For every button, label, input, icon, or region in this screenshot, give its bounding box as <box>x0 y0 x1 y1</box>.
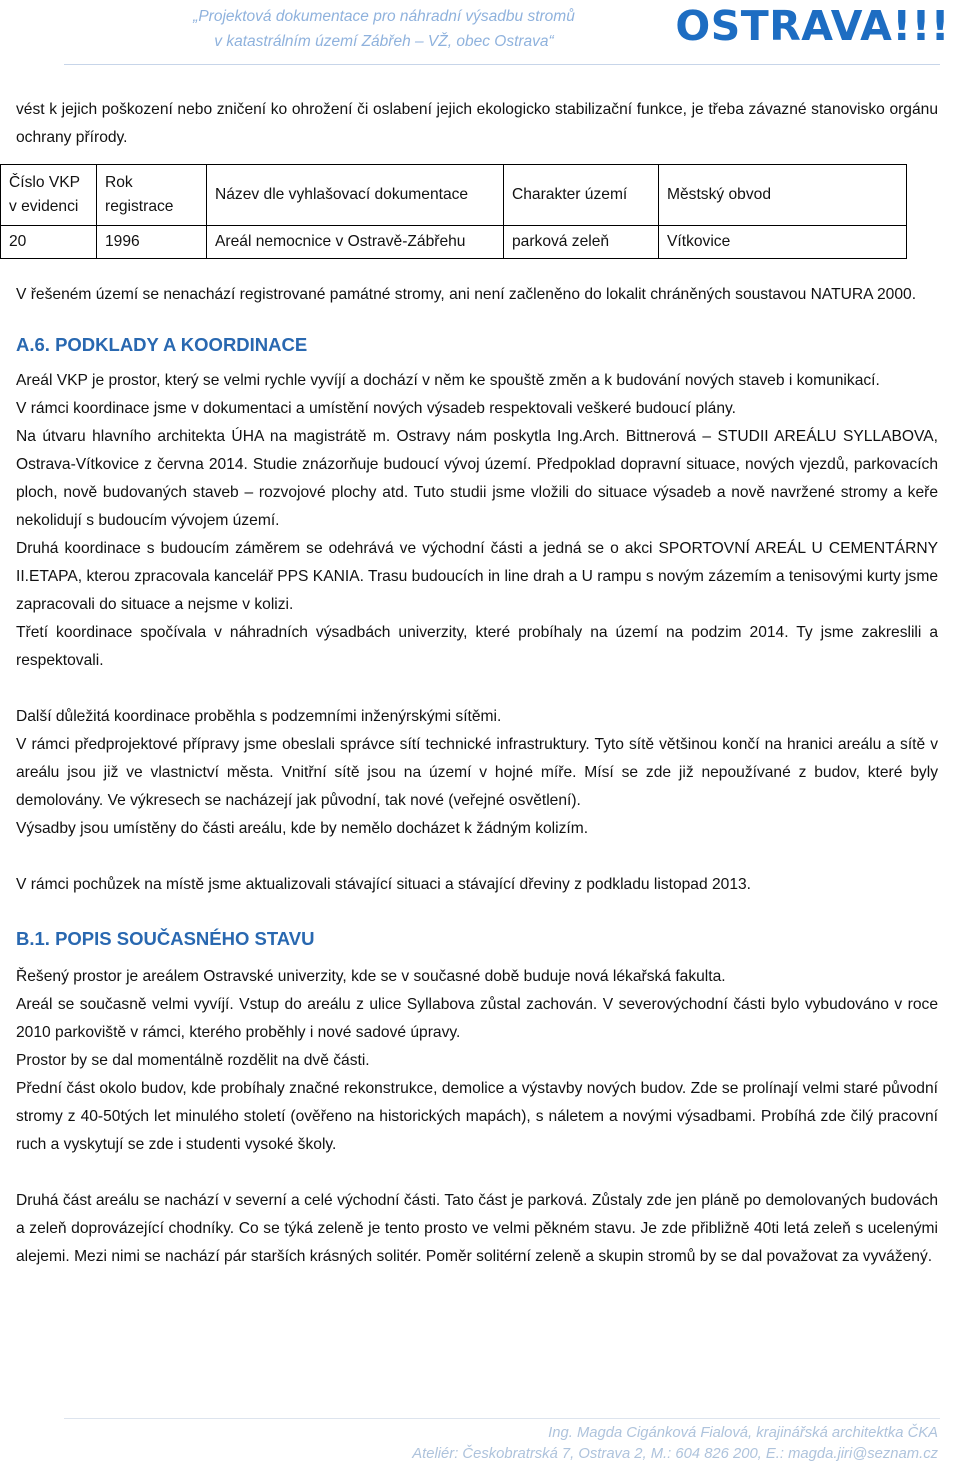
paragraph: V rámci pochůzek na místě jsme aktualizovali stávající situaci a stávající dřeviny z podkladu listopad 2013. <box>16 876 751 893</box>
header-title-line2: v katastrálním území Zábřeh – VŽ, obec Ostrava“ <box>214 33 554 50</box>
section-heading-b1: B.1. POPIS SOUČASNÉHO STAVU <box>16 928 315 949</box>
footer-author: Ing. Magda Cigánková Fialová, krajinářská architektka ČKA <box>548 1425 938 1441</box>
after-table-paragraph: V řešeném území se nenachází registrované památné stromy, ani není začleněno do lokalit chráněných soustavou NATURA 2000. <box>16 286 917 303</box>
paragraph: Areál se současně velmi vyvíjí. Vstup do areálu z ulice Syllabova zůstal zachován. V severovýchodní části bylo vybudováno v roce 2010 parkoviště v rámci, kterého proběhly i nové sadové úpravy. <box>16 996 938 1041</box>
table-header-row <box>1 165 907 226</box>
paragraph: Přední část okolo budov, kde probíhaly značné rekonstrukce, demolice a výstavby nových budov. Zde se prolínají velmi staré původní stromy z 40-50tých let minulého století (ověřeno na historických mapách), s náletem a novými výsadbami. Probíhá zde čilý pracovní ruch a vyskytují se zde i studenti vysoké školy. <box>16 1080 938 1153</box>
table-cell: Areál nemocnice v Ostravě-Zábřehu <box>207 226 504 259</box>
paragraph: V rámci koordinace jsme v dokumentaci a umístění nových výsadeb respektovali veškeré budoucí plány. <box>16 400 736 417</box>
footer-contact: Ateliér: Českobratrská 7, Ostrava 2, M.: 604 826 200, E.: magda.jiri@seznam.cz <box>412 1446 938 1462</box>
table-cell: Vítkovice <box>659 226 907 259</box>
document-header <box>64 4 704 54</box>
paragraph: Druhá koordinace s budoucím záměrem se odehrává ve východní části a jedná se o akci SPORTOVNÍ AREÁL U CEMENTÁRNY II.ETAPA, kterou zpracovala kancelář PPS KANIA. Trasu budoucích in line drah a U rampu s novým zázemím a tenisovými kurty jsme zapracovali do situace a nejsme v kolizi. <box>16 540 938 613</box>
paragraph: Na útvaru hlavního architekta ÚHA na magistrátě m. Ostravy nám poskytla Ing.Arch. Bittnerová – STUDII AREÁLU SYLLABOVA, Ostrava-Vítkovice z června 2014. Studie znázorňuje budoucí vývoj území. Předpoklad dopravní situace, nových vjezdů, parkovacích ploch, nově budovaných staveb – rozvojové plochy atd. Tuto studii jsme vložili do situace výsadeb a nově navržené stromy a keře nekolidují s budoucím vývojem území. <box>16 428 938 529</box>
table-header-cell: Název dle vyhlašovací dokumentace <box>207 165 504 226</box>
table-cell: 1996 <box>97 226 207 259</box>
table-header-cell: Městský obvod <box>659 165 907 226</box>
table-row <box>1 226 907 259</box>
header-divider <box>64 64 940 65</box>
footer-divider <box>64 1418 940 1419</box>
vkp-table <box>0 164 907 259</box>
table-header-cell: Rok registrace <box>97 165 207 226</box>
paragraph: Areál VKP je prostor, který se velmi rychle vyvíjí a dochází v něm ke spouště změn a k budování nových staveb i komunikací. <box>16 372 880 389</box>
ostrava-logo: OSTRAVA!!! <box>675 2 950 50</box>
document-body <box>9 96 938 1271</box>
paragraph: Třetí koordinace spočívala v náhradních výsadbách univerzity, které probíhaly na území na podzim 2014. Ty jsme zakreslili a respektovali. <box>16 624 938 669</box>
section-heading-a6: A.6. PODKLADY A KOORDINACE <box>16 334 308 355</box>
header-title-line1: „Projektová dokumentace pro náhradní výsadbu stromů <box>193 8 575 25</box>
table-header-cell: Charakter území <box>504 165 659 226</box>
paragraph: Prostor by se dal momentálně rozdělit na dvě části. <box>16 1052 370 1069</box>
intro-paragraph: vést k jejich poškození nebo zničení ko ohrožení či oslabení jejich ekologicko stabilizační funkce, je třeba závazné stanovisko orgánu ochrany přírody. <box>16 101 938 146</box>
table-cell: 20 <box>1 226 97 259</box>
paragraph: Další důležitá koordinace proběhla s podzemními inženýrskými sítěmi. <box>16 708 502 725</box>
document-footer <box>412 1423 938 1465</box>
table-cell: parková zeleň <box>504 226 659 259</box>
paragraph: Druhá část areálu se nachází v severní a celé východní části. Tato část je parková. Zůstaly zde jen pláně po demolovaných budovách a zeleň doprovázející chodníky. Co se týká zeleně je tento prosto ve velmi pěkném stavu. Je zde přibližně 40ti letá zeleň s ucelenými alejemi. Mezi nimi se nachází pár starších krásných solitér. Poměr solitérní zeleně a skupin stromů by se dal považovat za vyvážený. <box>16 1192 938 1265</box>
paragraph: Výsadby jsou umístěny do části areálu, kde by nemělo docházet k žádným kolizím. <box>16 820 589 837</box>
table-header-cell: Číslo VKP v evidenci <box>1 165 97 226</box>
paragraph: Řešený prostor je areálem Ostravské univerzity, kde se v současné době buduje nová lékařská fakulta. <box>16 968 726 985</box>
paragraph: V rámci předprojektové přípravy jsme obeslali správce sítí technické infrastruktury. Tyto sítě většinou končí na hranici areálu a sítě v areálu jsou již ve vlastnictví města. Vnitřní sítě jsou na území v hojné míře. Mísí se zde již nepoužívané z budov, které byly demolovány. Ve výkresech se nacházejí jak původní, tak nové (veřejné osvětlení). <box>16 736 938 809</box>
